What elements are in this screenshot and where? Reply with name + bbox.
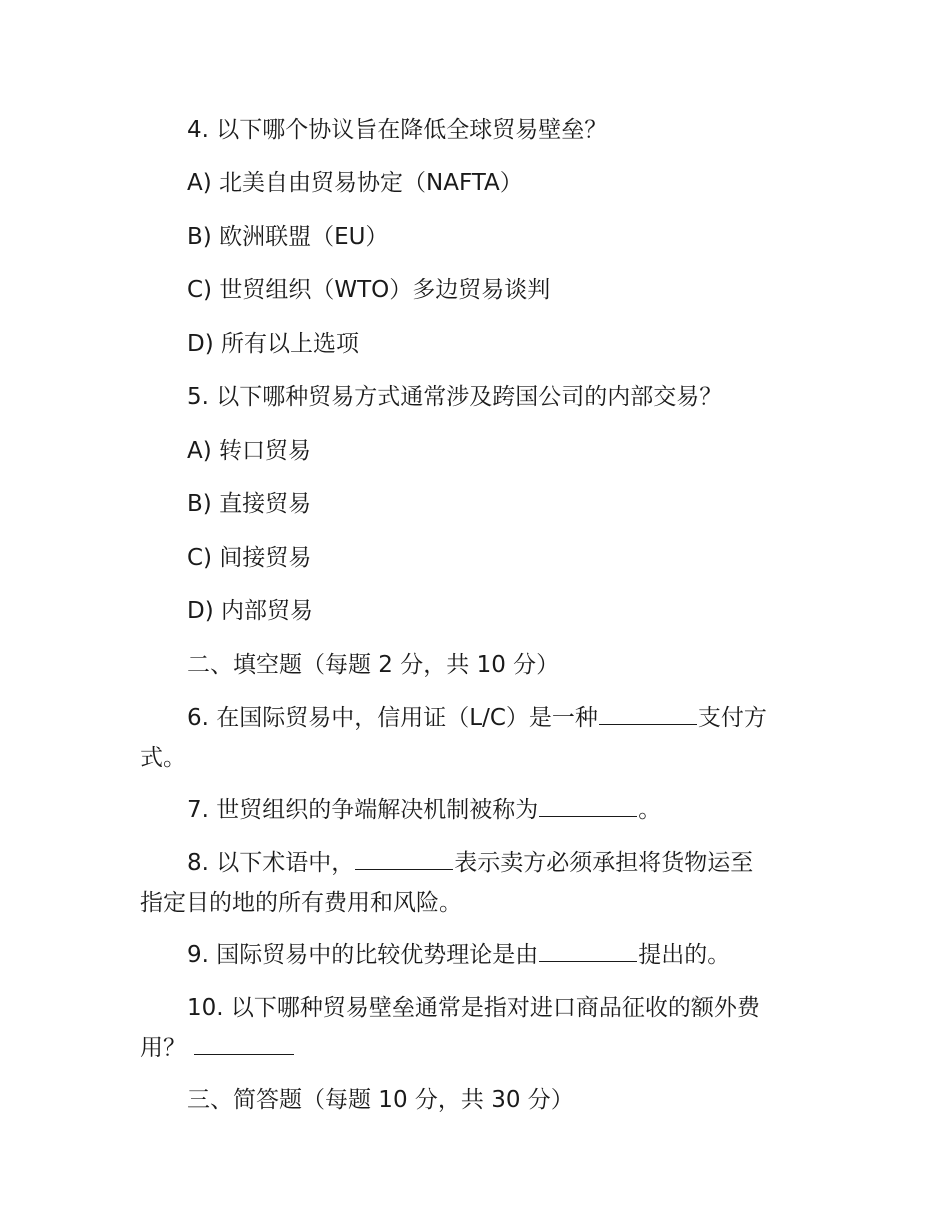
fill-blank <box>539 937 637 962</box>
question-6: 6. 在国际贸易中，信用证（L/C）是一种 支付方 式。 <box>140 698 806 778</box>
question-5-option-d: D) 内部贸易 <box>187 598 313 624</box>
fill-blank <box>539 792 637 817</box>
section-3-heading: 三、简答题（每题 10 分，共 30 分） <box>187 1087 574 1113</box>
question-5-option-b: B) 直接贸易 <box>187 491 312 517</box>
question-4-option-a: A) 北美自由贸易协定（NAFTA） <box>187 170 523 196</box>
fill-blank <box>355 845 453 870</box>
question-5-option-c: C) 间接贸易 <box>187 545 312 571</box>
question-4: 4. 以下哪个协议旨在降低全球贸易壁垒？ <box>187 117 608 143</box>
question-4-option-b: B) 欧洲联盟（EU） <box>187 224 389 250</box>
question-10: 10. 以下哪种贸易壁垒通常是指对进口商品征收的额外费 用？ <box>140 995 760 1061</box>
fill-blank <box>194 1030 294 1055</box>
question-4-option-c: C) 世贸组织（WTO）多边贸易谈判 <box>187 277 551 303</box>
question-7: 7. 世贸组织的争端解决机制被称为 。 <box>140 790 806 830</box>
question-9: 9. 国际贸易中的比较优势理论是由 提出的。 <box>140 935 806 975</box>
section-2-heading: 二、填空题（每题 2 分，共 10 分） <box>187 652 560 678</box>
question-5: 5. 以下哪种贸易方式通常涉及跨国公司的内部交易？ <box>187 384 723 410</box>
question-4-option-d: D) 所有以上选项 <box>187 331 359 357</box>
question-5-option-a: A) 转口贸易 <box>187 438 312 464</box>
question-8: 8. 以下术语中， 表示卖方必须承担将货物运至 指定目的地的所有费用和风险。 <box>140 843 806 923</box>
fill-blank <box>599 700 697 725</box>
